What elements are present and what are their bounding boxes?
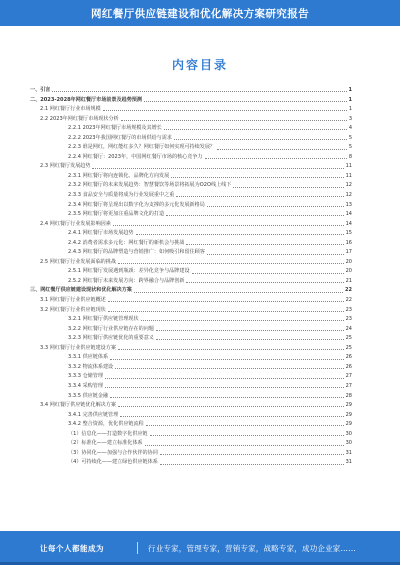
toc-entry-page: 25 — [345, 344, 352, 351]
toc-entry-label: 3.1 网红餐厅行业供应链概述 — [40, 297, 106, 304]
toc-heading: 内容目录 — [171, 58, 228, 72]
toc-entry-label: 3.2.3 网红餐厅供应链优化的重要意义 — [68, 335, 154, 342]
toc-entry-page: 14 — [345, 211, 352, 218]
toc-leader-dots — [176, 196, 343, 197]
toc-leader-dots — [105, 378, 344, 379]
toc-entry[interactable] — [30, 420, 352, 430]
toc-entry[interactable] — [30, 363, 352, 373]
toc-entry-label: 3.3 网红餐厅行业供应链建设方案 — [40, 344, 116, 351]
footer-slogan-left: 让每个人都能成为 — [40, 544, 104, 553]
toc-leader-dots — [156, 330, 344, 331]
toc-entry-page: 31 — [345, 449, 352, 456]
toc-entry-label: 2.3.4 网红餐厅将呈现出以数字化为支撑的多元化发展新格局 — [68, 201, 205, 208]
toc-entry[interactable] — [30, 315, 352, 325]
toc-leader-dots — [103, 110, 347, 111]
toc-entry[interactable] — [30, 105, 352, 115]
toc-entry-label: 2.5 网红餐厅行业发展面临的挑战 — [40, 258, 116, 265]
toc-entry-page: 13 — [345, 201, 352, 208]
toc-entry-label: 2.3 网红餐厅发展趋势 — [40, 163, 91, 170]
toc-leader-dots — [186, 244, 343, 245]
toc-entry[interactable] — [30, 325, 352, 335]
toc-entry[interactable] — [30, 372, 352, 382]
toc-leader-dots — [160, 464, 344, 465]
toc-entry-page: 29 — [345, 421, 352, 428]
toc-entry-label: 3.4.1 完善供应链管理 — [68, 411, 119, 418]
toc-entry-page: 11 — [345, 163, 352, 170]
toc-entry-label: 3.3.2 物流体系建设 — [68, 363, 114, 370]
toc-entry[interactable] — [30, 162, 352, 172]
toc-entry-page: 23 — [345, 316, 352, 323]
toc-entry[interactable] — [30, 143, 352, 153]
footer-divider — [137, 542, 138, 554]
toc-entry[interactable] — [30, 306, 352, 316]
toc-entry-page: 5 — [348, 134, 352, 141]
toc-entry-label: 3.2 网红餐厅行业供应链现状 — [40, 306, 106, 313]
toc-leader-dots — [136, 234, 344, 235]
toc-leader-dots — [207, 206, 344, 207]
toc-entry-label: 二、2023-2028年网红餐厅市场前景及趋势预测 — [30, 96, 142, 103]
toc-leader-dots — [233, 187, 343, 188]
toc-entry-label: 3.4 网红餐厅供应链优化解决方案 — [40, 402, 116, 409]
toc-entry[interactable] — [30, 296, 352, 306]
toc-entry-page: 27 — [345, 382, 352, 389]
toc-leader-dots — [207, 254, 344, 255]
toc-entry-label: （4）可持续化——建立绿色供应链体系 — [68, 459, 158, 466]
toc-entry-label: 2.5.2 网红餐厅未来发展方向：跨界融合与品牌创新 — [68, 277, 185, 284]
toc-entry-page: 29 — [345, 402, 352, 409]
toc-entry[interactable] — [30, 382, 352, 392]
toc-entry-label: 2.3.3 食品安全与质量将成为行业发展重中之重 — [68, 192, 175, 199]
footer-slogan-right: 行业专家，管理专家，营销专家，战略专家，成功企业家…… — [148, 544, 356, 553]
toc-entry-label: 3.3.5 供应链金融 — [68, 392, 109, 399]
toc-entry-page: 23 — [345, 306, 352, 313]
toc-leader-dots — [171, 177, 343, 178]
toc-leader-dots — [118, 406, 344, 407]
toc-entry-label: 2.2.2 2023年我国网红餐厅的市场供给与需求 — [68, 134, 172, 141]
toc-entry[interactable] — [30, 277, 352, 287]
toc-entry-page: 20 — [345, 268, 352, 275]
toc-leader-dots — [108, 311, 344, 312]
toc-entry-page: 8 — [348, 153, 352, 160]
toc-entry[interactable] — [30, 220, 352, 230]
toc-entry-page: 12 — [345, 192, 352, 199]
toc-entry-label: 2.3.1 网红餐厅将向连锁化、品牌化方向发展 — [68, 172, 170, 179]
toc-entry[interactable] — [30, 134, 352, 144]
toc-entry-label: 2.2.3 谁是网红，网红能红多久？网红餐厅如何实现可持续发展？ — [68, 144, 216, 151]
toc-entry-label: 2.3.2 网红餐厅的未来发展趋势：智慧餐饮等场景将拓展为O2O线上线下 — [68, 182, 232, 189]
toc-leader-dots — [110, 359, 344, 360]
toc-entry-page: 1 — [348, 87, 352, 93]
toc-entry-label: （1）信息化——打造数字化供应链 — [68, 430, 148, 437]
toc-entry-page: 5 — [348, 144, 352, 151]
toc-entry-page: 26 — [345, 354, 352, 361]
toc-leader-dots — [160, 454, 344, 455]
toc-entry-page: 12 — [345, 182, 352, 189]
toc-entry-page: 22 — [345, 297, 352, 304]
toc-entry-page: 15 — [345, 230, 352, 237]
toc-entry[interactable] — [30, 411, 352, 421]
toc-leader-dots — [105, 387, 344, 388]
toc-entry-label: （2）标准化——建立标准化体系 — [68, 440, 143, 447]
toc-entry-page: 30 — [345, 430, 352, 437]
toc-entry[interactable] — [30, 229, 352, 239]
toc-leader-dots — [166, 215, 344, 216]
footer-bar — [0, 531, 400, 565]
toc-leader-dots — [110, 397, 344, 398]
toc-leader-dots — [174, 139, 347, 140]
toc-entry-page: 22 — [345, 287, 352, 294]
toc-leader-dots — [92, 168, 343, 169]
toc-leader-dots — [113, 225, 344, 226]
toc-leader-dots — [121, 120, 347, 121]
toc-entry-label: 2.1 网红餐厅行业市场规模 — [40, 106, 101, 113]
toc-entry[interactable] — [30, 86, 352, 96]
toc-leader-dots — [144, 101, 347, 102]
toc-leader-dots — [217, 149, 347, 150]
toc-entry-label: 2.2.4 网红餐厅：2023年，中国网红餐厅市场的核心竞争力 — [68, 153, 203, 160]
toc-entry[interactable] — [30, 344, 352, 354]
toc-entry-label: 2.2 2023年网红餐厅市场现状分析 — [40, 115, 119, 122]
toc-entry-page: 1 — [348, 106, 352, 113]
toc-leader-dots — [118, 263, 344, 264]
toc-entry[interactable] — [30, 248, 352, 258]
toc-entry[interactable] — [30, 458, 352, 468]
toc-entry[interactable] — [30, 153, 352, 163]
toc-entry[interactable] — [30, 353, 352, 363]
report-title: 网红餐厅供应链建设和优化解决方案研究报告 — [91, 7, 309, 20]
toc-entry[interactable] — [30, 449, 352, 459]
toc-entry[interactable] — [30, 439, 352, 449]
toc-entry-label: 3.3.1 供应链体系 — [68, 354, 109, 361]
toc-leader-dots — [146, 425, 344, 426]
toc-entry[interactable] — [30, 258, 352, 268]
toc-entry[interactable] — [30, 239, 352, 249]
toc-entry-page: 24 — [345, 325, 352, 332]
toc-entry-page: 1 — [348, 96, 352, 103]
toc-leader-dots — [141, 320, 344, 321]
toc-leader-dots — [164, 129, 347, 130]
toc-leader-dots — [108, 301, 344, 302]
toc-entry-page: 4 — [348, 125, 352, 132]
toc-entry[interactable] — [30, 201, 352, 211]
toc-entry[interactable] — [30, 181, 352, 191]
toc-entry-label: 3.3.4 采购管理 — [68, 382, 103, 389]
toc-leader-dots — [192, 273, 344, 274]
toc-entry[interactable] — [30, 334, 352, 344]
toc-entry-label: 3.4.2 整合资源，优化供应链流程 — [68, 421, 144, 428]
toc-entry-page: 30 — [345, 440, 352, 447]
toc-entry-page: 26 — [345, 363, 352, 370]
toc-entry-label: 3.2.2 网红餐厅行业供应链存在的问题 — [68, 325, 154, 332]
toc-entry-page: 27 — [345, 373, 352, 380]
table-of-contents — [30, 86, 352, 468]
toc-entry[interactable] — [30, 191, 352, 201]
toc-entry[interactable] — [30, 430, 352, 440]
toc-leader-dots — [186, 282, 343, 283]
toc-entry-page: 28 — [345, 392, 352, 399]
toc-entry-label: 2.5.1 网红餐厅发展遇到瓶颈：差异化竞争与品牌建设 — [68, 268, 190, 275]
toc-leader-dots — [118, 349, 344, 350]
toc-entry-page: 31 — [345, 459, 352, 466]
toc-entry-label: 3.2.1 网红餐厅供应链管理现状 — [68, 316, 139, 323]
toc-entry-label: 2.2.1 2023年网红餐厅市场规模及其增长 — [68, 125, 162, 132]
toc-entry-page: 25 — [345, 335, 352, 342]
toc-entry[interactable] — [30, 286, 352, 296]
toc-entry-label: 三、网红餐厅供应链建设现状和优化解决方案 — [30, 287, 132, 294]
report-header-bar — [0, 0, 400, 26]
toc-entry[interactable] — [30, 401, 352, 411]
toc-entry[interactable] — [30, 96, 352, 106]
toc-entry[interactable] — [30, 210, 352, 220]
toc-entry[interactable] — [30, 172, 352, 182]
toc-leader-dots — [145, 445, 344, 446]
toc-entry-page: 11 — [345, 172, 352, 179]
toc-leader-dots — [150, 435, 344, 436]
toc-entry-label: 一、引言 — [30, 87, 51, 93]
toc-entry-label: 2.4 网红餐厅行业发展影响因素 — [40, 220, 111, 227]
toc-entry-page: 29 — [345, 411, 352, 418]
toc-leader-dots — [156, 339, 344, 340]
toc-leader-dots — [52, 91, 346, 92]
toc-entry-page: 14 — [345, 220, 352, 227]
toc-entry-page: 20 — [345, 258, 352, 265]
toc-entry-label: 2.3.5 网红餐厅将更加注重品牌文化的打造 — [68, 211, 165, 218]
toc-entry-label: 3.3.3 仓储管理 — [68, 373, 103, 380]
toc-entry[interactable] — [30, 267, 352, 277]
toc-entry[interactable] — [30, 115, 352, 125]
toc-entry-label: 2.4.1 网红餐厅市场发展趋势 — [68, 230, 134, 237]
toc-leader-dots — [134, 292, 343, 293]
toc-leader-dots — [120, 416, 343, 417]
toc-entry-page: 21 — [345, 277, 352, 284]
toc-entry-page: 3 — [348, 115, 352, 122]
toc-entry-label: 2.4.3 网红餐厅的品牌塑造与营销推广：如何吸引和留住顾客 — [68, 249, 205, 256]
toc-entry[interactable] — [30, 124, 352, 134]
toc-entry-label: （3）协同化——加强与合作伙伴的协同 — [68, 449, 158, 456]
toc-entry[interactable] — [30, 392, 352, 402]
toc-entry-page: 17 — [345, 249, 352, 256]
toc-entry-label: 2.4.2 消费者需求多元化：网红餐厅的新机会与挑战 — [68, 239, 185, 246]
toc-leader-dots — [115, 368, 343, 369]
toc-leader-dots — [205, 158, 347, 159]
toc-entry-page: 16 — [345, 239, 352, 246]
